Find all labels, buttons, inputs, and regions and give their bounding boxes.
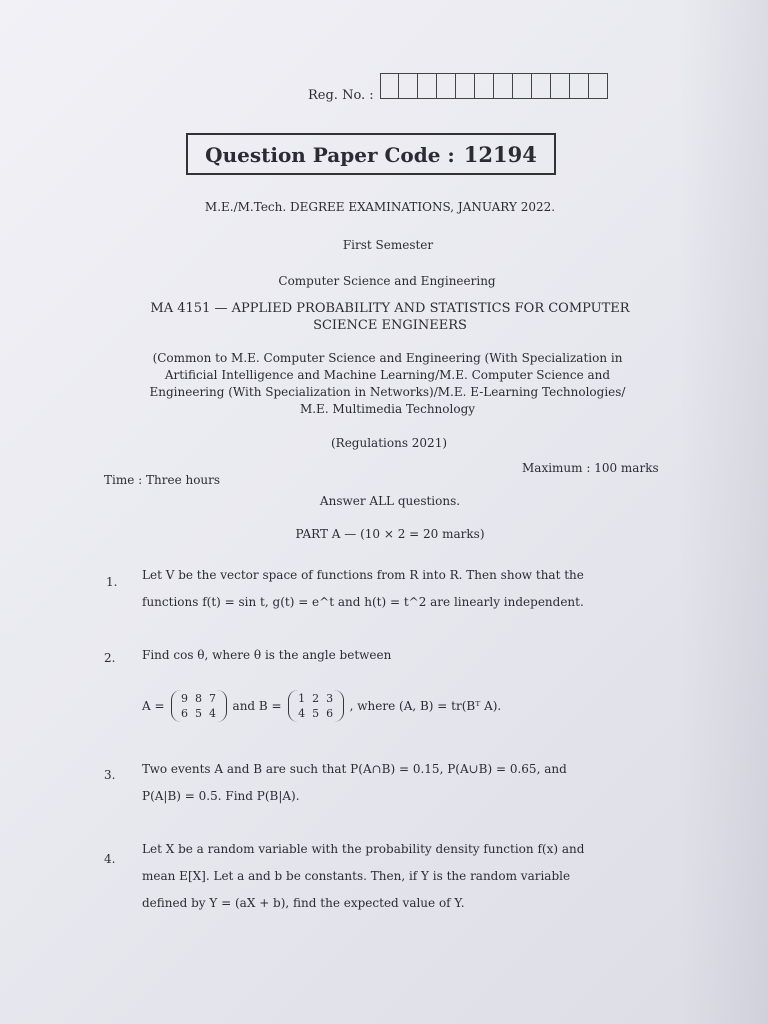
subject-line-2: SCIENCE ENGINEERS: [313, 318, 467, 333]
common-to-note: [115, 350, 660, 418]
question-3-text: [142, 756, 687, 810]
reg-no-box: [551, 73, 570, 99]
matrix-cell: 5: [312, 707, 320, 720]
matrix-cell: 6: [181, 707, 189, 720]
matrix-cell: 3: [326, 692, 334, 705]
matrix-cell: 4: [209, 707, 217, 720]
matrix-cell: 9: [181, 692, 189, 705]
page-shadow: [678, 0, 768, 1024]
reg-no-box: [532, 73, 551, 99]
reg-no-box: [570, 73, 589, 99]
reg-no-box: [494, 73, 513, 99]
semester: First Semester: [342, 238, 434, 252]
inner-product-definition: , where (A, B) = tr(Bᵀ A).: [349, 699, 502, 713]
common-line-1: (Common to M.E. Computer Science and Engineering (With Specialization in: [152, 351, 623, 365]
question-3-line-2: P(A|B) = 0.5. Find P(B|A).: [142, 789, 300, 803]
department: Computer Science and Engineering: [278, 274, 496, 288]
reg-no-boxes: [380, 73, 608, 99]
reg-no-box: [513, 73, 532, 99]
question-4-line-2: mean E[X]. Let a and b be constants. Then, if Y is the random variable: [142, 869, 571, 883]
matrix-cell: 5: [195, 707, 203, 720]
reg-no-label: Reg. No. :: [308, 88, 374, 103]
part-a-heading: PART A — (10 × 2 = 20 marks): [295, 527, 485, 541]
instruction: Answer ALL questions.: [319, 494, 461, 508]
matrix-cell: 2: [312, 692, 320, 705]
question-1-line-1: Let V be the vector space of functions from R into R. Then show that the: [142, 568, 584, 582]
question-3-line-1: Two events A and B are such that P(A∩B) = 0.15, P(A∪B) = 0.65, and: [142, 762, 567, 776]
reg-no-box: [589, 73, 608, 99]
question-number: 2.: [104, 651, 116, 665]
time-allowed: Time : Three hours: [104, 473, 221, 487]
question-4-text: [142, 836, 687, 917]
subject-title: [120, 300, 660, 334]
matrix-b-label: and B =: [232, 699, 282, 713]
question-number: 1.: [106, 575, 118, 589]
matrix-a: [171, 690, 227, 722]
common-line-2: Artificial Intelligence and Machine Learning/M.E. Computer Science and: [164, 368, 611, 382]
reg-no-box: [475, 73, 494, 99]
question-2-matrices: [142, 690, 501, 722]
reg-no-box: [418, 73, 437, 99]
matrix-a-label: A =: [142, 699, 165, 713]
reg-no-box: [399, 73, 418, 99]
matrix-cell: 7: [209, 692, 217, 705]
question-2-text: Find cos θ, where θ is the angle between: [142, 648, 392, 662]
question-1-text: [142, 562, 687, 616]
matrix-cell: 8: [195, 692, 203, 705]
question-1-line-2: functions f(t) = sin t, g(t) = e^t and h(t) = t^2 are linearly independent.: [142, 595, 584, 609]
reg-no-box: [380, 73, 399, 99]
question-4-line-3: defined by Y = (aX + b), find the expected value of Y.: [142, 896, 465, 910]
common-line-3: Engineering (With Specialization in Networks)/M.E. E-Learning Technologies/: [149, 385, 626, 399]
regulations: (Regulations 2021): [330, 436, 448, 450]
subject-line-1: MA 4151 — APPLIED PROBABILITY AND STATISTICS FOR COMPUTER: [150, 301, 630, 316]
qpc-number: 12194: [463, 142, 537, 167]
exam-title: M.E./M.Tech. DEGREE EXAMINATIONS, JANUARY 2022.: [204, 200, 556, 214]
question-number: 4.: [104, 852, 116, 866]
matrix-cell: 6: [326, 707, 334, 720]
maximum-marks: Maximum : 100 marks: [522, 461, 659, 475]
reg-no-box: [456, 73, 475, 99]
common-line-4: M.E. Multimedia Technology: [299, 402, 476, 416]
matrix-cell: 1: [298, 692, 306, 705]
question-paper-code-box: [186, 133, 556, 175]
matrix-b: [288, 690, 344, 722]
question-4-line-1: Let X be a random variable with the probability density function f(x) and: [142, 842, 585, 856]
reg-no-box: [437, 73, 456, 99]
question-number: 3.: [104, 768, 116, 782]
qpc-label: Question Paper Code :: [205, 143, 455, 167]
matrix-cell: 4: [298, 707, 306, 720]
